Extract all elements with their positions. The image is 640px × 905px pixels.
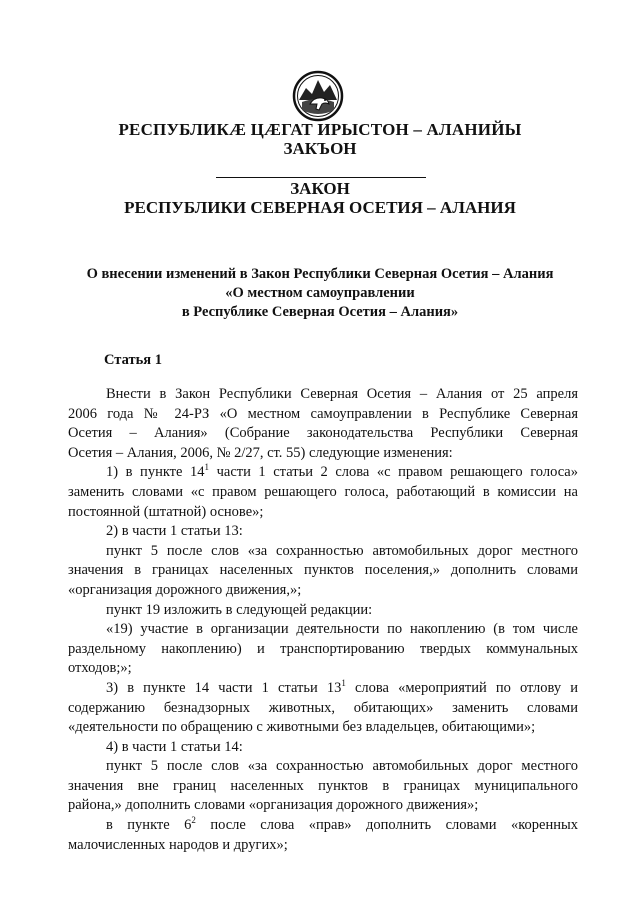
body-line: постоянной (штатной) основе»; — [68, 503, 264, 520]
body-line: «организация дорожного движения,»; — [68, 581, 302, 598]
body-text: после слова «прав» дополнить словами «коренных — [195, 817, 579, 834]
body-line: содержанию безнадзорных животных, обитающих» заменить словами — [68, 699, 578, 716]
body-line: значения в границах населенных пунктов поселения,» дополнить словами — [68, 562, 578, 579]
header-title-ossetian: РЕСПУБЛИКӔ ЦӔГАТ ИРЫСТОН – АЛАНИЙЫ — [118, 120, 522, 139]
header-republic-russian: РЕСПУБЛИКИ СЕВЕРНАЯ ОСЕТИЯ – АЛАНИЯ — [124, 198, 516, 217]
body-line: 4) в части 1 статьи 14: — [106, 738, 243, 755]
body-line — [68, 463, 578, 483]
header-divider — [216, 177, 426, 178]
superscript: 2 — [191, 815, 196, 826]
law-subject-title — [0, 265, 640, 322]
body-line: Внести в Закон Республики Северная Осетия – Алания от 25 апреля — [106, 386, 578, 402]
header-law-russian: ЗАКОН — [290, 179, 350, 198]
body-line: пункт 19 изложить в следующей редакции: — [106, 601, 373, 618]
body-line: Осетия – Алания» (Собрание законодательства Республики Северная — [68, 425, 578, 442]
body-line: отходов;»; — [68, 660, 132, 677]
body-line: пункт 5 после слов «за сохранностью автомобильных дорог местного — [106, 542, 578, 559]
body-text: части 1 статьи 2 слова «с правом решающего голоса» — [209, 464, 578, 481]
body-text: 1) в пункте 14 — [106, 464, 205, 481]
superscript: 1 — [204, 462, 210, 473]
subject-line: «О местном самоуправлении — [225, 285, 415, 301]
body-text: слова «мероприятий по отлову и — [345, 679, 578, 696]
body-line: «19) участие в организации деятельности по накоплению (в том числе — [106, 621, 578, 638]
body-line: «деятельности по обращению с животными без владельцев, обитающими»; — [68, 719, 536, 736]
article-body — [68, 385, 578, 855]
body-line: 2006 года № 24-РЗ «О местном самоуправлении в Республике Северная — [68, 405, 578, 422]
body-text: 3) в пункте 14 части 1 статьи 13 — [106, 679, 342, 696]
header-law-ossetian: ЗАКЪОН — [283, 139, 357, 158]
body-line: Осетия – Алания, 2006, № 2/27, ст. 55) следующие изменения: — [68, 444, 453, 461]
body-line: заменить словами «с правом решающего голоса, работающий в комиссии на — [68, 483, 578, 500]
body-line: раздельному накоплению) и транспортированию твердых коммунальных — [68, 640, 578, 657]
body-line: района,» дополнить словами «организация дорожного движения»; — [68, 797, 479, 814]
body-line — [68, 816, 578, 836]
subject-line: О внесении изменений в Закон Республики Северная Осетия – Алания — [86, 266, 554, 282]
superscript: 1 — [341, 677, 346, 688]
body-line: значения вне границ населенных пунктов в границах муниципального — [68, 777, 578, 794]
body-line — [68, 679, 578, 699]
body-text: в пункте 6 — [106, 817, 192, 834]
body-line: пункт 5 после слов «за сохранностью автомобильных дорог местного — [106, 758, 578, 775]
article-title: Статья 1 — [104, 352, 162, 368]
coat-of-arms-north-ossetia-icon — [292, 70, 344, 122]
body-line: малочисленных народов и других»; — [68, 836, 288, 853]
body-line: 2) в части 1 статьи 13: — [106, 523, 243, 540]
subject-line: в Республике Северная Осетия – Алания» — [181, 304, 459, 320]
